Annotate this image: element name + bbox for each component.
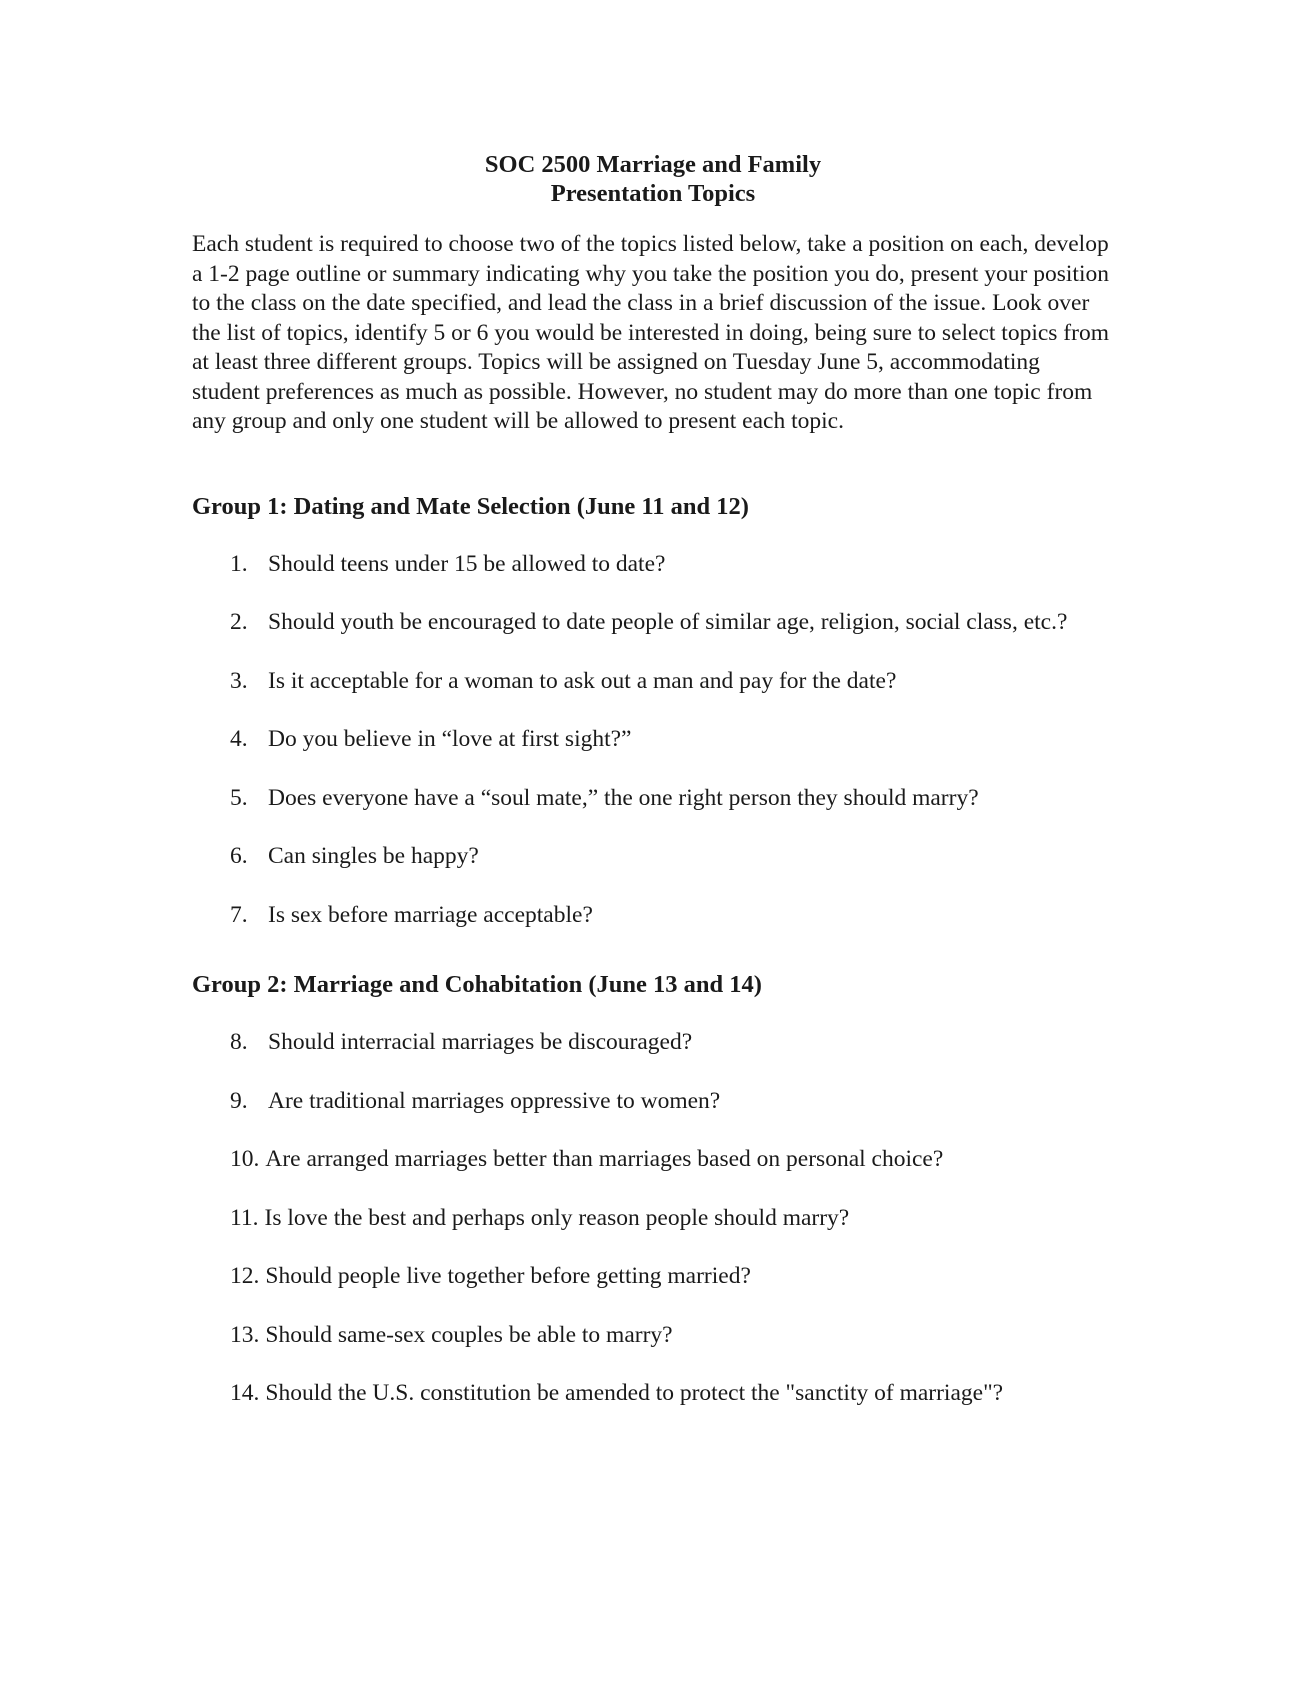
topic-text: Do you believe in “love at first sight?” xyxy=(268,726,632,752)
document-title: SOC 2500 Marriage and Family xyxy=(484,151,822,178)
topic-item xyxy=(192,1145,1090,1175)
topic-item xyxy=(192,725,1090,755)
topic-item xyxy=(192,608,1090,638)
topic-text: Should teens under 15 be allowed to date? xyxy=(268,550,666,577)
topic-text: Are traditional marriages oppressive to women? xyxy=(268,1087,721,1114)
topic-number: 3. xyxy=(230,667,248,694)
document-subtitle: Presentation Topics xyxy=(550,180,756,207)
topic-number: 5. xyxy=(230,784,248,811)
topic-item xyxy=(192,901,1090,931)
topic-item xyxy=(192,1087,1090,1117)
topic-number: 4. xyxy=(230,726,248,752)
topic-list xyxy=(192,1028,1122,1409)
topic-number: 11. xyxy=(230,1204,259,1231)
topic-item xyxy=(192,1321,1090,1351)
intro-paragraph: Each student is required to choose two of the topics listed below, take a position on each, develop a 1-2 page outline or summary indicating why you take the position you do, present your position to the class on the date specified, and lead the class in a brief discussion of the issue. Look over the list of topics, identify 5 or 6 you would be interested in doing, being sure to select topics from at least three different groups. Topics will be assigned on Tuesday June 5, accommodating student preferences as much as possible. However, no student may do more than one topic from any group and only one student will be allowed to present each topic. xyxy=(192,231,1109,434)
group-heading: Group 1: Dating and Mate Selection (June 11 and 12) xyxy=(192,492,749,520)
topic-item xyxy=(192,1204,1090,1234)
topic-text: Does everyone have a “soul mate,” the one right person they should marry? xyxy=(268,784,979,811)
topic-number: 13. xyxy=(230,1321,260,1348)
topic-text: Should same-sex couples be able to marry? xyxy=(265,1321,673,1348)
topic-text: Should people live together before getting married? xyxy=(265,1263,751,1289)
topic-item xyxy=(192,1262,1090,1292)
topic-item xyxy=(192,667,1090,697)
document-page xyxy=(192,150,1122,1409)
topic-number: 2. xyxy=(230,609,248,635)
group-heading: Group 2: Marriage and Cohabitation (June 13 and 14) xyxy=(192,971,762,998)
topic-number: 9. xyxy=(230,1087,248,1114)
topic-item xyxy=(192,550,1090,580)
topic-number: 8. xyxy=(230,1029,248,1055)
topic-item xyxy=(192,784,1090,814)
topic-text: Should the U.S. constitution be amended to protect the "sanctity of marriage"? xyxy=(265,1380,1004,1406)
title-block xyxy=(188,150,1118,208)
topic-text: Is love the best and perhaps only reason people should marry? xyxy=(264,1204,850,1231)
topic-number: 6. xyxy=(230,843,248,869)
topic-item xyxy=(192,842,1090,872)
topic-number: 14. xyxy=(230,1380,260,1406)
topic-number: 12. xyxy=(230,1263,260,1289)
topic-text: Should youth be encouraged to date people of similar age, religion, social class, etc.? xyxy=(268,609,1068,635)
topic-item xyxy=(192,1379,1090,1409)
topic-number: 10. xyxy=(230,1146,260,1172)
group-2-section xyxy=(192,970,1122,1409)
topic-list xyxy=(192,550,1122,931)
topic-item xyxy=(192,1028,1090,1058)
topic-text: Are arranged marriages better than marriages based on personal choice? xyxy=(265,1146,944,1172)
topic-text: Should interracial marriages be discouraged? xyxy=(268,1029,693,1055)
topic-text: Can singles be happy? xyxy=(268,843,479,869)
topic-text: Is it acceptable for a woman to ask out a man and pay for the date? xyxy=(268,667,897,694)
topic-text: Is sex before marriage acceptable? xyxy=(268,901,593,928)
topic-number: 1. xyxy=(230,550,248,577)
topic-number: 7. xyxy=(230,901,248,928)
group-1-section xyxy=(192,492,1122,931)
